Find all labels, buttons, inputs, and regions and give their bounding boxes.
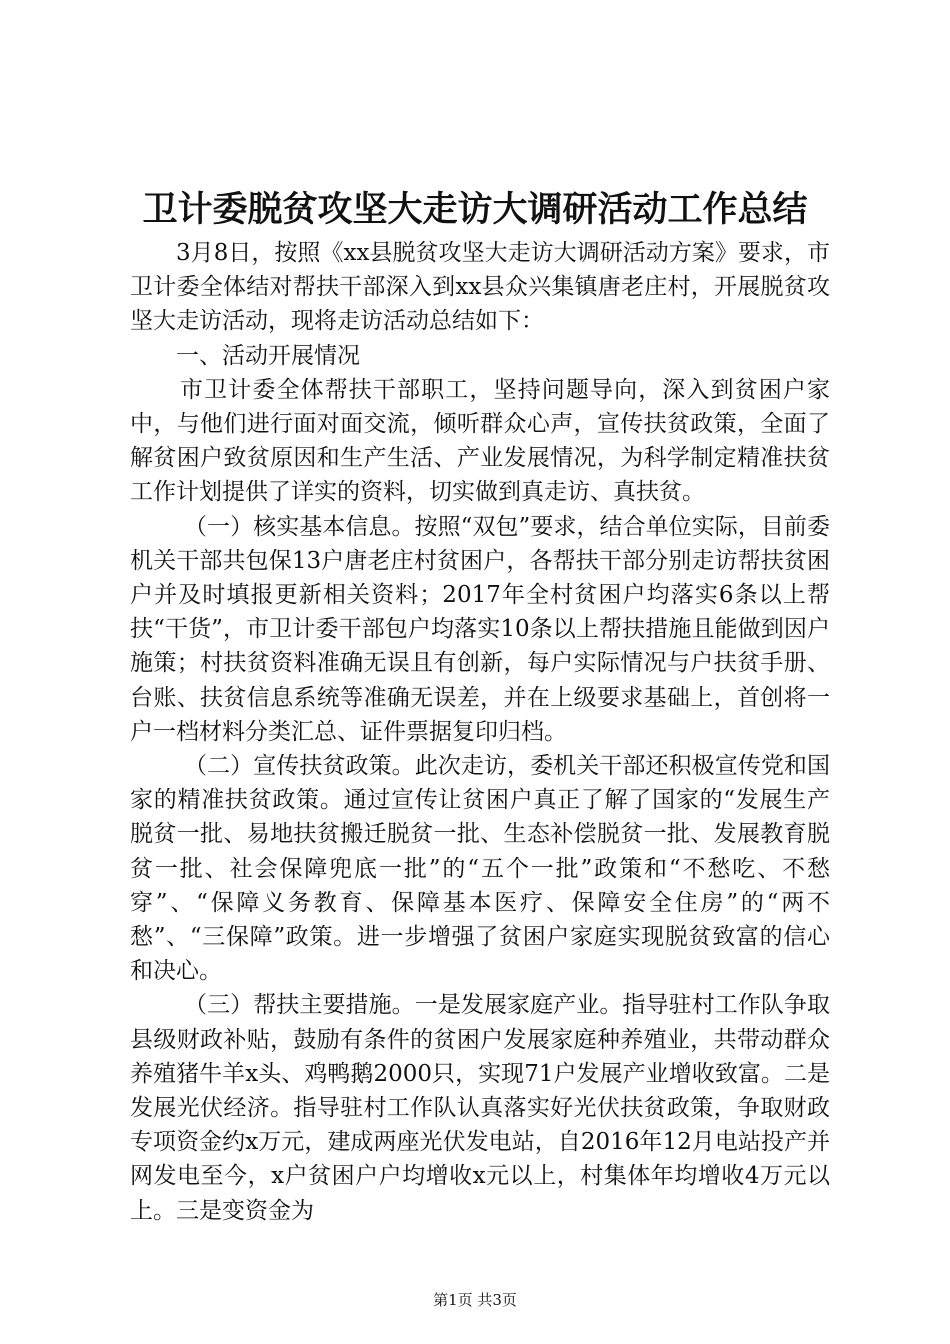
section-heading: 一、活动开展情况 xyxy=(176,342,360,369)
page-number-footer: 第1页 共3页 xyxy=(433,1291,517,1309)
intro-paragraph: 3月8日，按照《xx县脱贫攻坚大走访大调研活动方案》要求，市卫计委全体结对帮扶干部深入到xx县众兴集镇唐老庄村，开展脱贫攻坚大走访活动，现将走访活动总结如下： xyxy=(130,240,830,335)
document-body xyxy=(130,236,830,1228)
subsection-paragraph: （一）核实基本信息。按照“双包”要求，结合单位实际，目前委机关干部共包保13户唐老庄村贫困户，各帮扶干部分别走访帮扶贫困户并及时填报更新相关资料；2017年全村贫困户均落实6条以上帮扶“干货”，市卫计委干部包户均落实10条以上帮扶措施且能做到因户施策；村扶贫资料准确无误且有创新，每户实际情况与户扶贫手册、台账、扶贫信息系统等准确无误差，并在上级要求基础上，首创将一户一档材料分类汇总、证件票据复印归档。 xyxy=(130,513,830,745)
subsection-paragraph: （三）帮扶主要措施。一是发展家庭产业。指导驻村工作队争取县级财政补贴，鼓励有条件的贫困户发展家庭种养殖业，共带动群众养殖猪牛羊x头、鸡鸭鹅2000只，实现71户发展产业增收致富。二是发展光伏经济。指导驻村工作队认真落实好光伏扶贫政策，争取财政专项资金约x万元，建成两座光伏发电站，自2016年12月电站投产并网发电至今，x户贫困户户均增收x元以上，村集体年均增收4万元以上。三是变资金为 xyxy=(130,992,830,1224)
subsection-paragraph: （二）宣传扶贫政策。此次走访，委机关干部还积极宣传党和国家的精准扶贫政策。通过宣传让贫困户真正了解了国家的“发展生产脱贫一批、易地扶贫搬迁脱贫一批、生态补偿脱贫一批、发展教育脱贫一批、社会保障兜底一批”的“五个一批”政策和“不愁吃、不愁穿”、“保障义务教育、保障基本医疗、保障安全住房”的“两不愁”、“三保障”政策。进一步增强了贫困户家庭实现脱贫致富的信心和决心。 xyxy=(130,753,830,985)
body-paragraph: 市卫计委全体帮扶干部职工，坚持问题导向，深入到贫困户家中，与他们进行面对面交流，倾听群众心声，宣传扶贫政策，全面了解贫困户致贫原因和生产生活、产业发展情况，为科学制定精准扶贫工作计划提供了详实的资料，切实做到真走访、真扶贫。 xyxy=(130,376,830,506)
document-title: 卫计委脱贫攻坚大走访大调研活动工作总结 xyxy=(142,189,808,230)
